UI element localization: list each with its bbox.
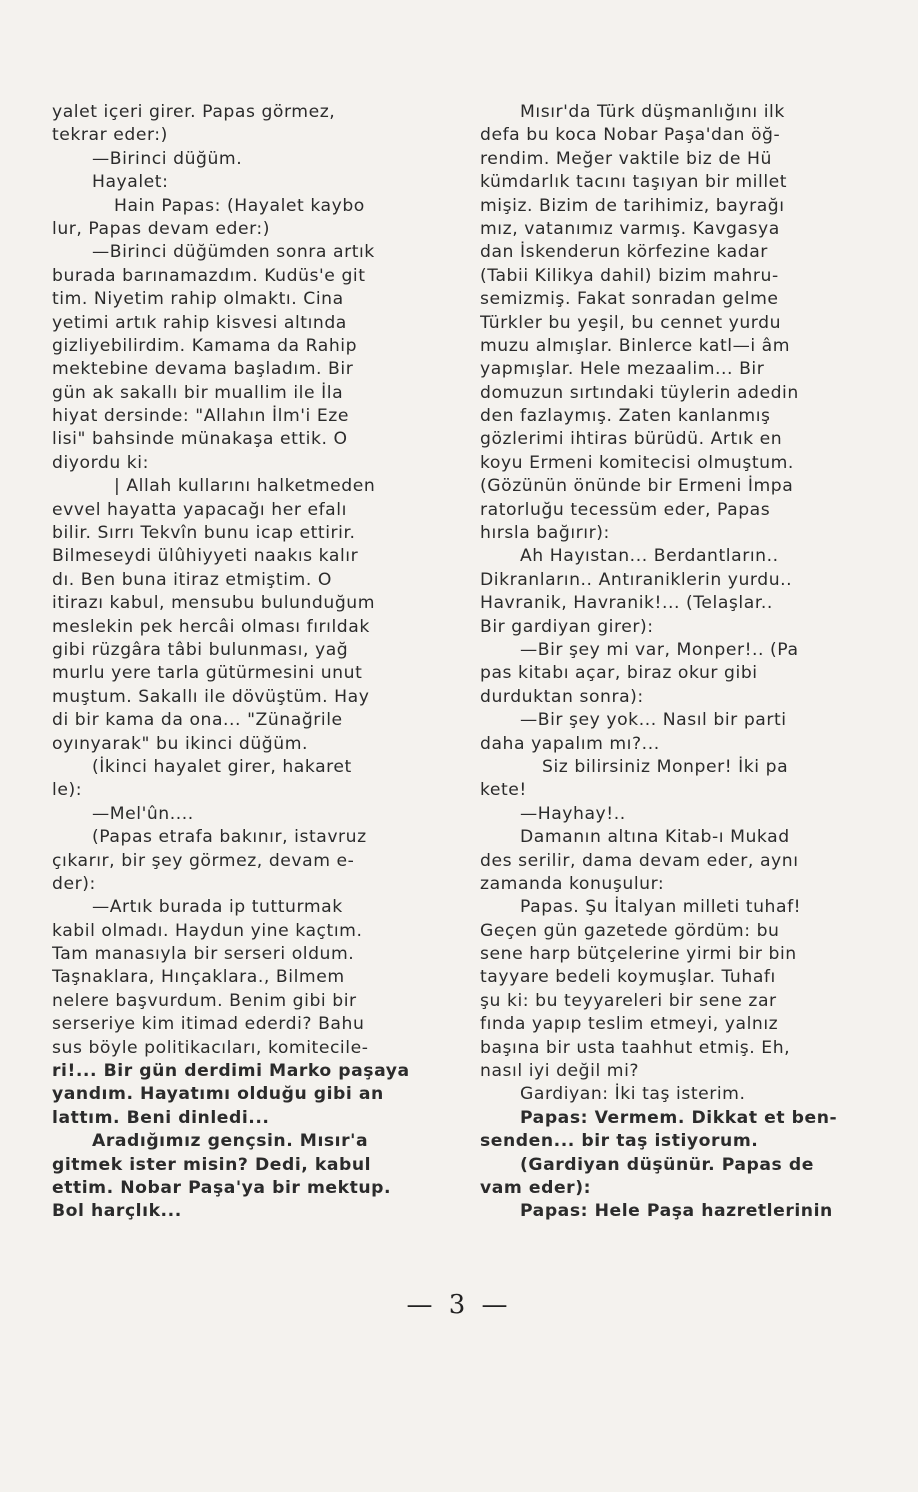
text-line: evvel hayatta yapacağı her efalı	[52, 499, 347, 520]
text-line: Mısır'da Türk düşmanlığını ilk	[520, 102, 785, 122]
text-line: (Tabii Kilikya dahil) bizim mahru-	[480, 265, 779, 286]
text-line: sus böyle politikacıları, komitecile-	[52, 1037, 369, 1058]
text-line: tayyare bedeli koymuşlar. Tuhafı	[480, 967, 776, 988]
text-line: —Artık burada ip tutturmak	[92, 897, 343, 918]
text-line: gizliyebilirdim. Kamama da Rahip	[52, 335, 358, 356]
text-line: Bir gardiyan girer):	[480, 616, 654, 637]
text-line: bilir. Sırrı Tekvîn bunu icap ettirir.	[52, 523, 356, 544]
text-line: —Bir şey mi var, Monper!.. (Pa	[520, 639, 799, 660]
text-line: Aradığımız gençsin. Mısır'a	[92, 1131, 369, 1152]
text-line: lisi" bahsinde münakaşa ettik. O	[52, 429, 348, 450]
text-line: Papas: Hele Paşa hazretlerinin	[520, 1201, 833, 1222]
text-line: hırsla bağırır):	[480, 523, 610, 544]
text-line: Ah Hayıstan... Berdantların..	[520, 546, 779, 567]
text-line: mişiz. Bizim de tarihimiz, bayrağı	[480, 195, 785, 216]
text-line: vam eder):	[480, 1177, 592, 1198]
text-line: nasıl iyi değil mi?	[480, 1061, 640, 1082]
text-line: gün ak sakallı bir muallim ile İla	[52, 382, 344, 403]
text-line: Papas. Şu İtalyan milleti tuhaf!	[520, 897, 802, 918]
text-line: Siz bilirsiniz Monper! İki pa	[542, 756, 789, 777]
text-line: ettim. Nobar Paşa'ya bir mektup.	[52, 1177, 392, 1198]
text-line: diyordu ki:	[52, 452, 149, 473]
text-line: başına bir usta taahhut etmiş. Eh,	[480, 1037, 791, 1058]
left-text-column	[52, 101, 424, 1224]
text-line: Tam manasıyla bir serseri oldum.	[52, 944, 355, 965]
text-line: —Hayhay!..	[520, 803, 626, 824]
text-line: (İkinci hayalet girer, hakaret	[92, 756, 352, 777]
text-line: durduktan sonra):	[480, 686, 644, 707]
text-line: gözlerimi ihtiras bürüdü. Artık en	[480, 429, 783, 450]
text-line: Taşnaklara, Hınçaklara., Bilmem	[52, 967, 345, 988]
text-line: semizmiş. Fakat sonradan gelme	[480, 289, 779, 310]
page-number: — 3 —	[406, 1290, 512, 1320]
text-line: muzu almışlar. Binlerce katl—i âm	[480, 335, 791, 356]
text-line: serseriye kim itimad ederdi? Bahu	[52, 1014, 365, 1035]
text-line: yetimi artık rahip kisvesi altında	[52, 312, 347, 333]
text-line: nelere başvurdum. Benim gibi bir	[52, 990, 357, 1011]
text-line: burada barınamazdım. Kudüs'e git	[52, 265, 366, 286]
text-line: (Papas etrafa bakınır, istavruz	[92, 827, 367, 848]
text-line: oyınyarak" bu ikinci düğüm.	[52, 733, 308, 754]
text-line: | Allah kullarını halketmeden	[114, 476, 376, 497]
text-line: yapmışlar. Hele mezaalim... Bir	[480, 359, 765, 380]
text-line: Gardiyan: İki taş isterim.	[520, 1084, 746, 1105]
text-line: murlu yere tarla gütürmesini unut	[52, 663, 363, 684]
text-line: mektebine devama başladım. Bir	[52, 359, 354, 380]
text-line: Damanın altına Kitab-ı Mukad	[520, 827, 790, 848]
text-line: Hain Papas: (Hayalet kaybo	[114, 195, 365, 216]
text-line: domuzun sırtındaki tüylerin adedin	[480, 382, 799, 403]
text-line: —Mel'ûn....	[92, 803, 194, 824]
text-line: —Birinci düğümden sonra artık	[92, 242, 375, 263]
text-line: pas kitabı açar, biraz okur gibi	[480, 663, 758, 684]
text-line: sene harp bütçelerine yirmi bir bin	[480, 944, 797, 965]
text-line: kümdarlık tacını taşıyan bir millet	[480, 172, 788, 193]
text-line: Bilmeseydi ülûhiyyeti naakıs kalır	[52, 546, 359, 567]
text-line: dı. Ben buna itiraz etmiştim. O	[52, 569, 332, 590]
text-line: ri!... Bir gün derdimi Marko paşaya	[52, 1061, 410, 1082]
text-line: defa bu koca Nobar Paşa'dan öğ-	[480, 125, 781, 146]
text-line: kete!	[480, 780, 527, 801]
text-line: itirazı kabul, mensubu bulunduğum	[52, 593, 376, 614]
text-line: senden... bir taş istiyorum.	[480, 1131, 759, 1152]
text-line: tim. Niyetim rahip olmaktı. Cina	[52, 289, 344, 310]
text-line: lur, Papas devam eder:)	[52, 218, 271, 239]
text-line: den fazlaymış. Zaten kanlanmış	[480, 406, 771, 427]
text-line: fında yapıp teslim etmeyi, yalnız	[480, 1014, 779, 1035]
text-line: Havranik, Havranik!... (Telaşlar..	[480, 593, 773, 614]
text-line: Papas: Vermem. Dikkat et ben-	[520, 1107, 838, 1128]
text-line: Dikranların.. Antıraniklerin yurdu..	[480, 569, 793, 590]
text-line: Geçen gün gazetede gördüm: bu	[480, 920, 780, 941]
text-line: Hayalet:	[92, 172, 169, 193]
text-line: dan İskenderun körfezine kadar	[480, 242, 768, 263]
text-line: le):	[52, 780, 83, 801]
text-line: des serilir, dama devam eder, aynı	[480, 850, 799, 871]
text-line: gitmek ister misin? Dedi, kabul	[52, 1154, 372, 1175]
text-line: lattım. Beni dinledi...	[52, 1107, 270, 1128]
text-line: —Birinci düğüm.	[92, 148, 243, 169]
text-line: yandım. Hayatımı olduğu gibi an	[52, 1084, 384, 1105]
text-line: der):	[52, 873, 96, 894]
text-line: gibi rüzgâra tâbi bulunması, yağ	[52, 639, 349, 660]
text-line: hiyat dersinde: "Allahın İlm'i Eze	[52, 406, 349, 427]
right-text-column	[480, 101, 852, 1224]
text-line: zamanda konuşulur:	[480, 873, 665, 894]
text-line: şu ki: bu teyyareleri bir sene zar	[480, 990, 777, 1011]
text-line: meslekin pek hercâi olması fırıldak	[52, 616, 370, 637]
text-line: di bir kama da ona... "Zünağrile	[52, 710, 343, 731]
text-line: rendim. Meğer vaktile biz de Hü	[480, 148, 772, 169]
text-line: (Gözünün önünde bir Ermeni İmpa	[480, 476, 794, 497]
text-line: yalet içeri girer. Papas görmez,	[52, 102, 336, 122]
text-line: daha yapalım mı?...	[480, 733, 660, 754]
text-line: Türkler bu yeşil, bu cennet yurdu	[480, 312, 782, 333]
text-line: muştum. Sakallı ile dövüştüm. Hay	[52, 686, 370, 707]
text-line: mız, vatanımız varmış. Kavgasya	[480, 218, 780, 239]
text-line: tekrar eder:)	[52, 125, 168, 146]
text-line: —Bir şey yok... Nasıl bir parti	[520, 710, 787, 731]
text-line: koyu Ermeni komitecisi olmuştum.	[480, 452, 794, 473]
text-line: Bol harçlık...	[52, 1201, 182, 1222]
text-line: (Gardiyan düşünür. Papas de	[520, 1154, 814, 1175]
text-line: çıkarır, bir şey görmez, devam e-	[52, 850, 355, 871]
text-line: kabil olmadı. Haydun yine kaçtım.	[52, 920, 363, 941]
text-line: ratorluğu tecessüm eder, Papas	[480, 499, 771, 520]
